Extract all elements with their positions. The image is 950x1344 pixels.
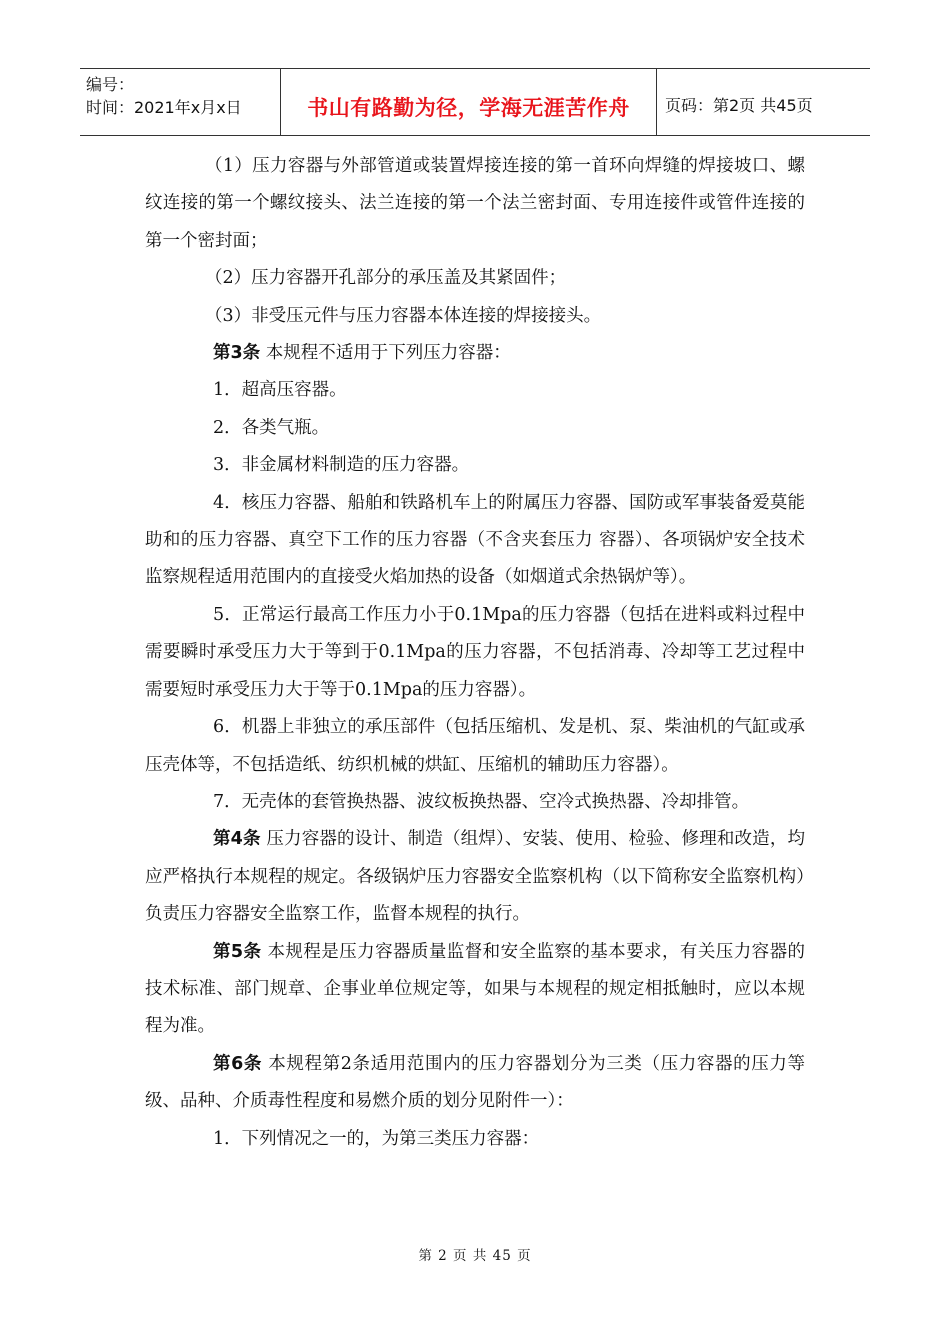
header-motto: 书山有路勤为径，学海无涯苦作舟 bbox=[281, 69, 657, 135]
exclusion-item-7: 7．无壳体的套管换热器、波纹板换热器、空冷式换热器、冷却排管。 bbox=[213, 791, 750, 812]
class-item-1: 1．下列情况之一的，为第三类压力容器： bbox=[213, 1128, 540, 1149]
article-4 bbox=[145, 821, 805, 933]
article-6 bbox=[145, 1046, 805, 1121]
exclusion-item-6: 6．机器上非独立的承压部件（包括压缩机、发是机、泵、柴油机的气缸或承压壳体等，不包括造纸、纺织机械的烘缸、压缩机的辅助压力容器）。 bbox=[145, 717, 805, 775]
article-6-text: 本规程第2条适用范围内的压力容器划分为三类（压力容器的压力等级、品种、介质毒性程度和易燃介质的划分见附件一）： bbox=[145, 1053, 805, 1112]
article-5-text: 本规程是压力容器质量监督和安全监察的基本要求，有关压力容器的技术标准、部门规章、企事业单位规定等，如果与本规程的规定相抵触时，应以本规程为准。 bbox=[145, 941, 805, 1037]
article-4-text: 压力容器的设计、制造（组焊）、安装、使用、检验、修理和改造，均应严格执行本规程的规定。各级锅炉压力容器安全监察机构（以下简称安全监察机构）负责压力容器安全监察工作，监督本规程的执行。 bbox=[145, 829, 805, 925]
exclusion-item-4: 4．核压力容器、船舶和铁路机车上的附属压力容器、国防或军事装备爱莫能助和的压力容器、真空下工作的压力容器（不含夹套压力 容器）、各项锅炉安全技术监察规程适用范围内的直接受火焰加热的设备（如烟道式余热锅炉等）。 bbox=[145, 492, 805, 588]
paragraph-scope-1: （1）压力容器与外部管道或装置焊接连接的第一首环向焊缝的焊接坡口、螺纹连接的第一个螺纹接头、法兰连接的第一个法兰密封面、专用连接件或管件连接的第一个密封面； bbox=[145, 156, 805, 251]
exclusion-item-5: 5．正常运行最高工作压力小于0.1Mpa的压力容器（包括在进料或料过程中需要瞬时承受压力大于等到于0.1Mpa的压力容器，不包括消毒、冷却等工艺过程中需要短时承受压力大于等于0.1Mpa的压力容器）。 bbox=[145, 604, 805, 700]
article-6-heading: 第6条 bbox=[213, 1053, 263, 1074]
document-date-label: 时间：2021年x月x日 bbox=[86, 98, 242, 117]
paragraph-scope-3: （3）非受压元件与压力容器本体连接的焊接接头。 bbox=[205, 305, 602, 326]
article-5 bbox=[145, 934, 805, 1046]
document-number-label: 编号： bbox=[86, 75, 135, 94]
article-4-heading: 第4条 bbox=[213, 829, 261, 850]
header-page-number: 页码：第2页 共45页 bbox=[665, 95, 813, 115]
document-body bbox=[145, 148, 805, 1158]
article-5-heading: 第5条 bbox=[213, 941, 262, 962]
article-3-heading: 第3条 bbox=[213, 343, 261, 364]
article-3 bbox=[145, 335, 805, 372]
article-3-text: 本规程不适用于下列压力容器： bbox=[260, 343, 511, 364]
exclusion-item-2: 2．各类气瓶。 bbox=[213, 417, 330, 438]
exclusion-item-3: 3．非金属材料制造的压力容器。 bbox=[213, 455, 470, 476]
page-header bbox=[80, 68, 870, 136]
header-info-cell bbox=[80, 69, 281, 135]
page-footer: 第 2 页 共 45 页 bbox=[418, 1248, 532, 1264]
exclusion-item-1: 1．超高压容器。 bbox=[213, 380, 347, 401]
paragraph-scope-2: （2）压力容器开孔部分的承压盖及其紧固件； bbox=[205, 268, 567, 289]
